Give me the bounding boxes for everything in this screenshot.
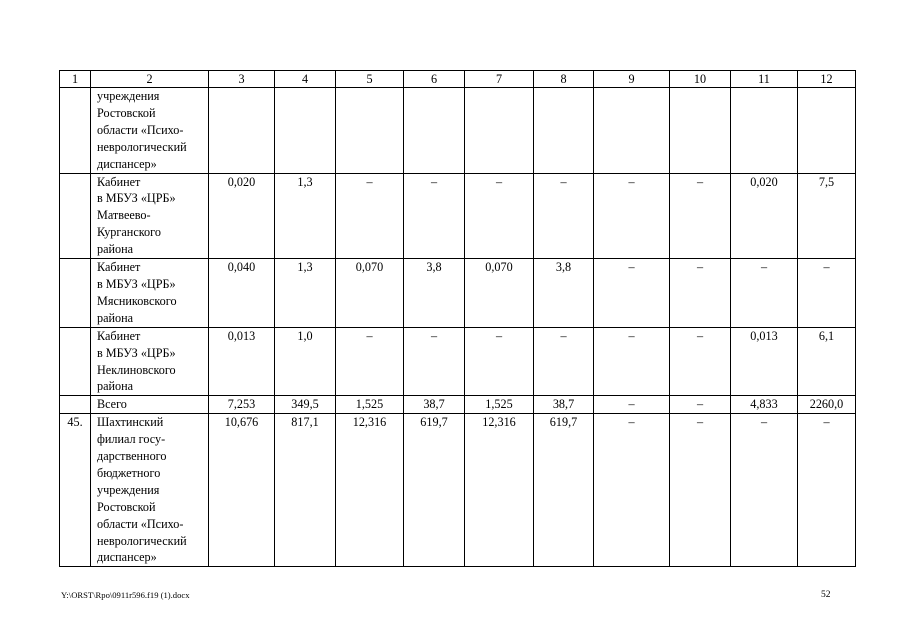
name-line: Всего	[97, 397, 127, 412]
row-number-cell: 45.	[60, 414, 91, 567]
name-line: Курганского	[97, 225, 161, 240]
name-line: бюджетного	[97, 465, 161, 480]
value-cell-col-5: 0,070	[336, 259, 404, 328]
value-cell-col-6	[404, 88, 465, 174]
value-cell-col-10	[670, 88, 731, 174]
value-cell-col-7: 0,070	[465, 259, 534, 328]
value-cell-col-12	[798, 88, 856, 174]
name-line: области «Психо-	[97, 516, 184, 531]
name-line: Матвеево-	[97, 208, 151, 223]
column-header-7: 7	[465, 71, 534, 88]
column-header-5: 5	[336, 71, 404, 88]
name-cell	[91, 173, 209, 259]
table-row	[60, 414, 856, 567]
value-cell-col-12: –	[798, 414, 856, 567]
value-cell-col-7: 12,316	[465, 414, 534, 567]
table-row	[60, 88, 856, 174]
column-header-1: 1	[60, 71, 91, 88]
name-line: Шахтинский	[97, 415, 164, 430]
row-number-cell	[60, 327, 91, 396]
value-cell-col-10: –	[670, 396, 731, 414]
value-cell-col-8: 619,7	[534, 414, 594, 567]
value-cell-col-8	[534, 88, 594, 174]
value-cell-col-12: 7,5	[798, 173, 856, 259]
value-cell-col-8: –	[534, 327, 594, 396]
table-body	[60, 71, 856, 567]
value-cell-col-9: –	[594, 259, 670, 328]
name-line: Кабинет	[97, 174, 141, 189]
table-row	[60, 173, 856, 259]
value-cell-col-3: 7,253	[209, 396, 275, 414]
footer-file-path: Y:\ORST\Rpo\0911r596.f19 (1).docx	[61, 590, 190, 600]
value-cell-col-11	[731, 88, 798, 174]
table-row	[60, 259, 856, 328]
data-table	[59, 70, 856, 567]
column-header-9: 9	[594, 71, 670, 88]
column-header-2: 2	[91, 71, 209, 88]
value-cell-col-11: –	[731, 414, 798, 567]
value-cell-col-8: 3,8	[534, 259, 594, 328]
value-cell-col-3: 0,040	[209, 259, 275, 328]
value-cell-col-12: 2260,0	[798, 396, 856, 414]
value-cell-col-12: 6,1	[798, 327, 856, 396]
name-line: Мясниковского	[97, 293, 177, 308]
value-cell-col-4: 349,5	[275, 396, 336, 414]
name-cell	[91, 327, 209, 396]
value-cell-col-5: –	[336, 327, 404, 396]
value-cell-col-6: 38,7	[404, 396, 465, 414]
name-line: учреждения	[97, 89, 160, 103]
value-cell-col-7	[465, 88, 534, 174]
name-line: Ростовской	[97, 499, 156, 514]
name-line: района	[97, 310, 134, 325]
value-cell-col-12: –	[798, 259, 856, 328]
name-line: дарственного	[97, 449, 167, 464]
value-cell-col-7: –	[465, 173, 534, 259]
value-cell-col-9	[594, 88, 670, 174]
value-cell-col-11: 0,013	[731, 327, 798, 396]
value-cell-col-10: –	[670, 173, 731, 259]
table-row	[60, 327, 856, 396]
value-cell-col-3: 0,020	[209, 173, 275, 259]
name-line: Ростовской	[97, 105, 156, 120]
value-cell-col-3: 0,013	[209, 327, 275, 396]
value-cell-col-10: –	[670, 414, 731, 567]
name-line: филиал госу-	[97, 432, 166, 447]
value-cell-col-10: –	[670, 259, 731, 328]
value-cell-col-9: –	[594, 396, 670, 414]
value-cell-col-3: 10,676	[209, 414, 275, 567]
value-cell-col-6: –	[404, 327, 465, 396]
name-line: области «Психо-	[97, 122, 184, 137]
name-line: Кабинет	[97, 260, 141, 275]
name-line: диспансер»	[97, 550, 157, 565]
name-line: неврологический	[97, 139, 187, 154]
column-header-11: 11	[731, 71, 798, 88]
value-cell-col-10: –	[670, 327, 731, 396]
column-header-8: 8	[534, 71, 594, 88]
name-line: в МБУЗ «ЦРБ»	[97, 345, 176, 360]
value-cell-col-6: –	[404, 173, 465, 259]
value-cell-col-6: 619,7	[404, 414, 465, 567]
name-line: района	[97, 379, 134, 394]
name-line: района	[97, 242, 134, 257]
value-cell-col-5: 1,525	[336, 396, 404, 414]
value-cell-col-3	[209, 88, 275, 174]
name-line: в МБУЗ «ЦРБ»	[97, 276, 176, 291]
value-cell-col-6: 3,8	[404, 259, 465, 328]
name-line: Кабинет	[97, 328, 141, 343]
value-cell-col-4: 1,3	[275, 173, 336, 259]
value-cell-col-9: –	[594, 173, 670, 259]
value-cell-col-5: 12,316	[336, 414, 404, 567]
name-line: Неклиновского	[97, 362, 176, 377]
value-cell-col-7: 1,525	[465, 396, 534, 414]
row-number-cell	[60, 259, 91, 328]
value-cell-col-9: –	[594, 327, 670, 396]
value-cell-col-4	[275, 88, 336, 174]
value-cell-col-5	[336, 88, 404, 174]
value-cell-col-11: –	[731, 259, 798, 328]
column-header-3: 3	[209, 71, 275, 88]
row-number-cell	[60, 173, 91, 259]
row-number-cell	[60, 88, 91, 174]
name-cell	[91, 414, 209, 567]
row-number-cell	[60, 396, 91, 414]
value-cell-col-4: 817,1	[275, 414, 336, 567]
column-header-4: 4	[275, 71, 336, 88]
name-line: учреждения	[97, 482, 160, 497]
value-cell-col-7: –	[465, 327, 534, 396]
name-cell	[91, 396, 209, 414]
name-cell	[91, 259, 209, 328]
name-line: диспансер»	[97, 156, 157, 171]
value-cell-col-8: –	[534, 173, 594, 259]
table-row	[60, 396, 856, 414]
name-line: в МБУЗ «ЦРБ»	[97, 191, 176, 206]
name-cell	[91, 88, 209, 174]
footer-page-number: 52	[821, 590, 831, 600]
value-cell-col-4: 1,3	[275, 259, 336, 328]
column-header-10: 10	[670, 71, 731, 88]
value-cell-col-5: –	[336, 173, 404, 259]
value-cell-col-11: 0,020	[731, 173, 798, 259]
column-header-12: 12	[798, 71, 856, 88]
name-line: неврологический	[97, 533, 187, 548]
value-cell-col-11: 4,833	[731, 396, 798, 414]
value-cell-col-9: –	[594, 414, 670, 567]
value-cell-col-4: 1,0	[275, 327, 336, 396]
value-cell-col-8: 38,7	[534, 396, 594, 414]
header-row	[60, 71, 856, 88]
column-header-6: 6	[404, 71, 465, 88]
